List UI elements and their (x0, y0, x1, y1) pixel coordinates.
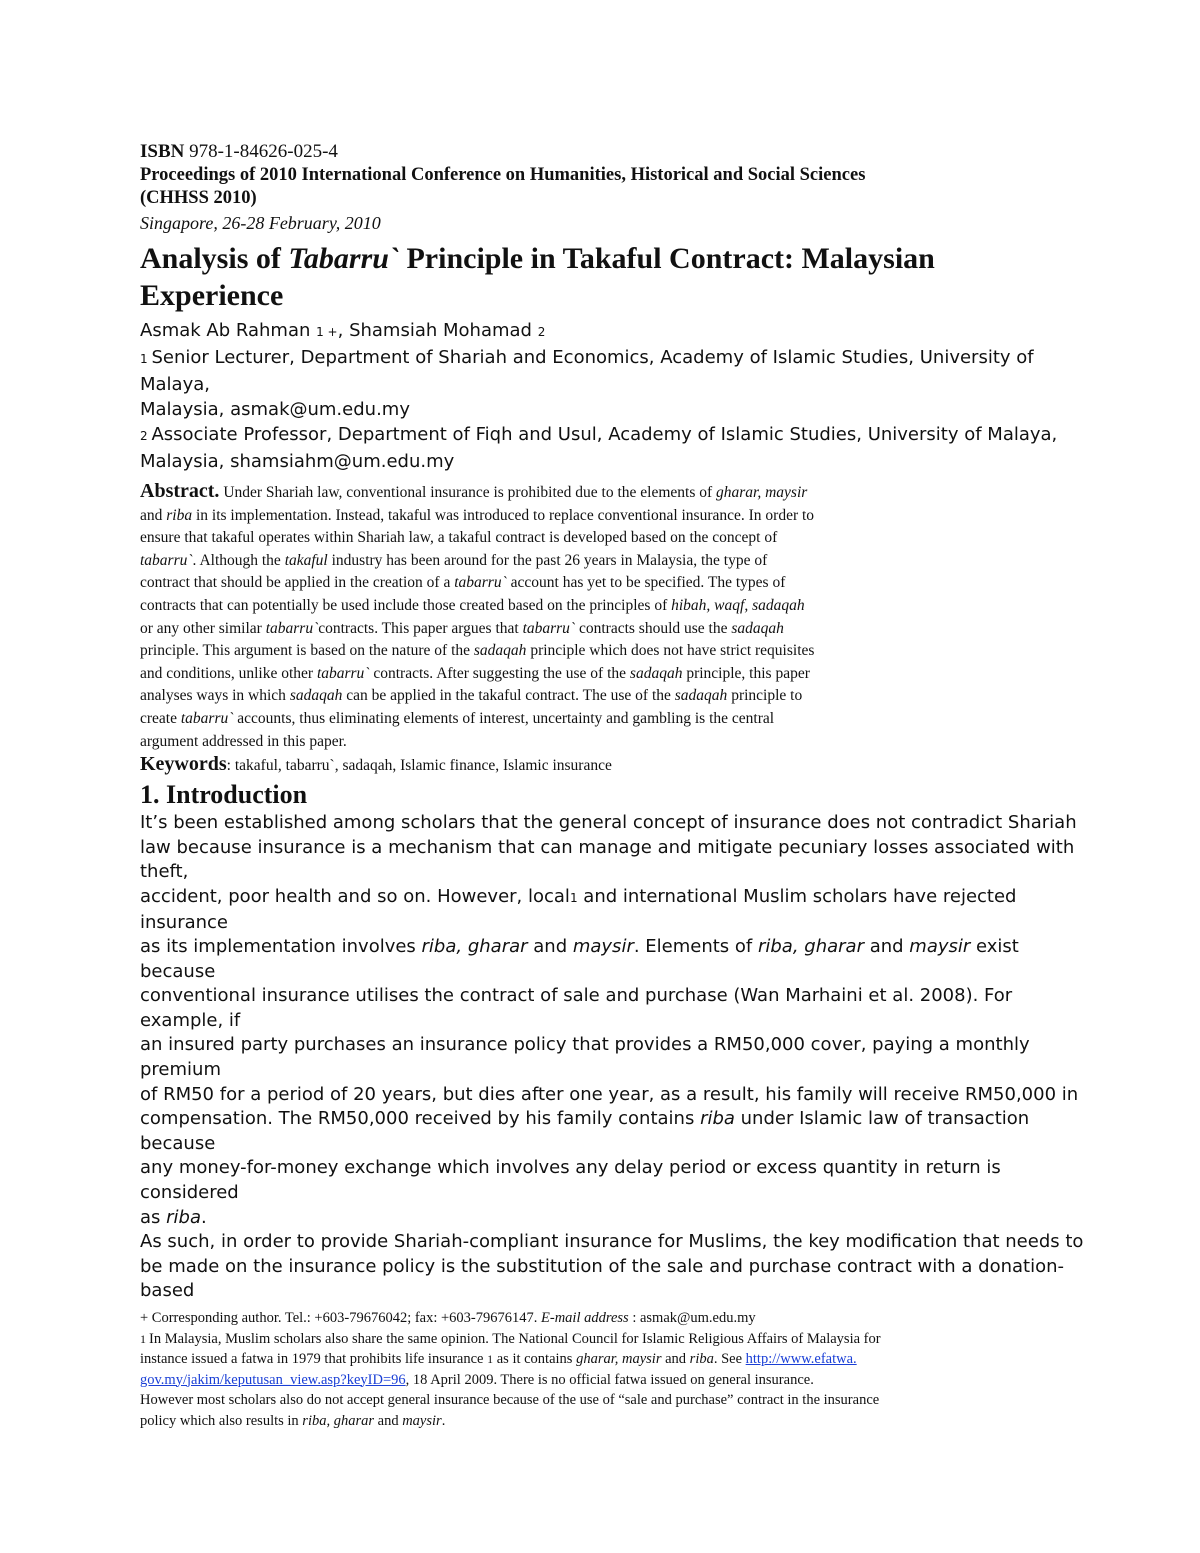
intro-italic: riba, gharar (757, 936, 864, 958)
abstract-line (140, 618, 1060, 641)
author-1: Asmak Ab Rahman (140, 320, 317, 341)
abstract-text: . Although the (192, 551, 285, 569)
author-1-mark: 1 + (316, 325, 338, 339)
abstract-line (140, 505, 1060, 528)
abstract-text: analyses ways in which (140, 687, 290, 705)
affiliation-line: Malaysia, asmak@um.edu.my (140, 399, 410, 420)
intro-line: an insured party purchases an insurance policy that provides a RM50,000 cover, paying a monthly (140, 1034, 1030, 1056)
abstract-text: principle to (727, 687, 803, 705)
intro-text: . (201, 1206, 207, 1228)
intro-line: example, if (140, 1009, 241, 1031)
abstract-line (140, 708, 1060, 731)
intro-line: be made on the insurance policy is the substitution of the sale and purchase contract with a donation- (140, 1255, 1064, 1277)
footnote-text: and (374, 1412, 403, 1429)
abstract-text: in its implementation. Instead, takaful was introduced to replace conventional insurance. In order to (192, 506, 815, 524)
intro-text: compensation. The RM50,000 received by his family contains (140, 1108, 701, 1130)
intro-line: It’s been established among scholars that the general concept of insurance does not contradict Shariah (140, 812, 1077, 834)
title-line: Experience (140, 279, 284, 312)
abstract-label: Abstract. (140, 480, 220, 502)
abstract-italic: gharar, maysir (716, 484, 808, 501)
intro-line: law because insurance is a mechanism that can manage and mitigate pecuniary losses associated with (140, 836, 1075, 858)
intro-italic: maysir (909, 936, 971, 958)
footnote-italic: gharar, maysir (576, 1351, 662, 1367)
abstract-text: Under Shariah law, conventional insurance is prohibited due to the elements of (219, 484, 717, 501)
authors (140, 318, 1060, 345)
abstract-text: contracts should use the (575, 619, 732, 637)
abstract-text: and (140, 506, 167, 524)
footnote-line (140, 1349, 1060, 1370)
intro-line (140, 935, 1060, 960)
abstract-italic: sadaqah (674, 687, 728, 705)
abstract-text: principle. This argument is based on the nature of the (140, 642, 474, 660)
footnote-text: . See (713, 1351, 746, 1367)
footnote-line (140, 1370, 1060, 1391)
abstract-text: principle which does not have strict requisites (526, 642, 815, 660)
footnote-mark: 1 (569, 890, 578, 905)
footnote-italic: riba (689, 1351, 714, 1367)
intro-line: because (140, 1132, 216, 1154)
abstract-text: can be applied in the takaful contract. The use of the (342, 687, 675, 705)
intro-text: as (140, 1206, 167, 1228)
intro-italic: riba, gharar (421, 936, 528, 958)
footnote-italic: maysir (402, 1412, 442, 1429)
intro-italic: riba (166, 1206, 201, 1228)
abstract-text: industry has been around for the past 26 years in Malaysia, the type of (327, 551, 768, 569)
intro-line: premium (140, 1059, 221, 1081)
abstract-italic: sadaqah (629, 664, 683, 682)
isbn-label: ISBN (140, 141, 185, 162)
affiliation-mark: 2 (140, 429, 152, 443)
abstract-text: accounts, thus eliminating elements of interest, uncertainty and gambling is the central (233, 709, 775, 727)
intro-line: considered (140, 1182, 239, 1204)
footnote-text: as it contains (493, 1351, 577, 1367)
abstract-italic: sadaqah (289, 687, 343, 705)
abstract-italic: riba (166, 506, 193, 524)
footnote-text: + Corresponding author. Tel.: +603-79676042; fax: +603-79676147. (140, 1310, 542, 1326)
footnote-italic: E-mail address (541, 1310, 629, 1326)
abstract-text: contracts. This paper argues that (318, 619, 523, 637)
abstract-text: create (140, 709, 181, 727)
intro-line: of RM50 for a period of 20 years, but dies after one year, as a result, his family will receive RM50,000 in (140, 1083, 1079, 1105)
footnote-line (140, 1329, 1060, 1350)
intro-line: theft, (140, 861, 189, 883)
abstract-text: or any other similar (140, 619, 266, 637)
keywords (140, 753, 1060, 777)
abstract-italic: tabarru` (316, 664, 370, 682)
intro-text: under Islamic law of transaction (734, 1108, 1030, 1130)
footnote-text: In Malaysia, Muslim scholars also share the same opinion. The National Council for Islamic Religious Affairs of Malaysia for (149, 1330, 881, 1347)
intro-text: and international Muslim scholars have rejected (577, 885, 1017, 907)
paper-page (140, 140, 1084, 1431)
abstract-text: contract that should be applied in the creation of a (140, 574, 455, 592)
footnotes (140, 1308, 1060, 1431)
isbn-value: 978-1-84626-025-4 (184, 141, 338, 162)
efatwa-link-continued[interactable]: gov.my/jakim/keputusan_view.asp?keyID=96 (140, 1371, 406, 1388)
affiliation-text: Senior Lecturer, Department of Shariah and Economics, Academy of Islamic Studies, University of (151, 347, 1034, 368)
abstract-line: argument addressed in this paper. (140, 732, 347, 750)
keywords-label: Keywords (140, 753, 227, 776)
abstract-line (140, 480, 1060, 505)
abstract-line (140, 640, 1060, 663)
affiliations (140, 345, 1060, 474)
title-text: Analysis of (140, 242, 289, 275)
footnote-text: . (441, 1412, 446, 1429)
proceedings-line: Proceedings of 2010 International Conference on Humanities, Historical and Social Sciences (140, 165, 866, 185)
intro-italic: maysir (572, 936, 634, 958)
intro-text: and (527, 936, 573, 958)
abstract-line: ensure that takaful operates within Shariah law, a takaful contract is developed based on the concept of (140, 529, 778, 547)
affiliation-line: Malaya, (140, 374, 210, 395)
intro-text: exist (970, 936, 1019, 958)
abstract-text: principle, this paper (682, 664, 810, 682)
introduction-body (140, 811, 1084, 1304)
intro-line: any money-for-money exchange which involves any delay period or excess quantity in return is (140, 1157, 1001, 1179)
title-text: Principle in Takaful Contract: Malaysian (398, 242, 935, 275)
intro-line: because (140, 960, 216, 982)
intro-italic: riba (700, 1108, 735, 1130)
intro-text: . Elements of (633, 936, 758, 958)
isbn-line (140, 140, 1060, 164)
abstract-text: contracts that can potentially be used include those created based on the principles of (140, 596, 672, 614)
intro-line: As such, in order to provide Shariah-compliant insurance for Muslims, the key modification that needs to (140, 1231, 1084, 1253)
place-date: Singapore, 26-28 February, 2010 (140, 213, 381, 233)
abstract-italic: tabarru` (454, 574, 507, 592)
intro-line: based (140, 1280, 195, 1302)
footnote-line: However most scholars also do not accept general insurance because of the use of “sale and purchase” contract in the insurance (140, 1392, 880, 1408)
intro-line (140, 885, 1060, 911)
abstract (140, 480, 1060, 753)
paper-title (140, 240, 1060, 314)
affiliation-mark: 1 (140, 352, 152, 366)
intro-line (140, 1107, 1060, 1132)
abstract-italic: tabarru` (140, 551, 193, 569)
intro-text: as its implementation involves (140, 936, 422, 958)
abstract-line (140, 663, 1060, 686)
abstract-italic: tabarru` (522, 619, 576, 637)
footnote-text: , 18 April 2009. There is no official fatwa issued on general insurance. (405, 1371, 814, 1388)
footnote-line (140, 1411, 1060, 1432)
title-line (140, 240, 1060, 277)
footnote-mark: 1 (140, 1331, 149, 1346)
footnote-text: instance issued a fatwa in 1979 that prohibits life insurance (140, 1351, 488, 1367)
footnote-mark: 1 (487, 1352, 494, 1366)
affiliation-text: Associate Professor, Department of Fiqh and Usul, Academy of Islamic Studies, University of Malaya, (151, 424, 1058, 445)
abstract-italic: takaful (284, 551, 328, 569)
abstract-italic: tabarru` (180, 709, 234, 727)
intro-line: conventional insurance utilises the contract of sale and purchase (Wan Marhaini et al. 2008). For (140, 985, 1013, 1007)
abstract-text: contracts. After suggesting the use of the (369, 664, 630, 682)
abstract-italic: hibah, waqf, sadaqah (671, 596, 805, 614)
footnote-italic: riba, gharar (302, 1412, 375, 1429)
proceedings (140, 164, 1060, 210)
author-2: , Shamsiah Mohamad (337, 320, 538, 341)
abstract-line (140, 572, 1060, 595)
abstract-line (140, 685, 1060, 708)
efatwa-link[interactable]: http://www.efatwa. (745, 1351, 857, 1367)
affiliation-line: Malaysia, shamsiahm@um.edu.my (140, 451, 455, 472)
intro-line: insurance (140, 911, 229, 933)
intro-text: and (863, 936, 910, 958)
footnote-line (140, 1308, 1060, 1329)
abstract-text: account has yet to be specified. The types of (506, 574, 786, 592)
author-2-mark: 2 (537, 325, 546, 339)
affiliation-line (140, 345, 1060, 372)
abstract-italic: sadaqah (473, 642, 527, 660)
abstract-line (140, 595, 1060, 618)
footnote-text: policy which also results in (140, 1412, 303, 1429)
abstract-italic: sadaqah (731, 619, 784, 637)
abstract-line (140, 550, 1060, 573)
footnote-text: and (661, 1351, 690, 1367)
title-italic: Tabarru` (288, 242, 399, 275)
intro-line (140, 1206, 1060, 1231)
proceedings-line: (CHHSS 2010) (140, 188, 257, 208)
section-heading: 1. Introduction (140, 780, 308, 810)
footnote-text: : asmak@um.edu.my (628, 1310, 756, 1326)
intro-text: accident, poor health and so on. However, local (140, 885, 570, 907)
affiliation-line (140, 422, 1060, 449)
keywords-text: : takaful, tabarru`, sadaqah, Islamic finance, Islamic insurance (226, 757, 612, 775)
abstract-italic: tabarru` (265, 619, 319, 637)
abstract-text: and conditions, unlike other (140, 664, 317, 682)
